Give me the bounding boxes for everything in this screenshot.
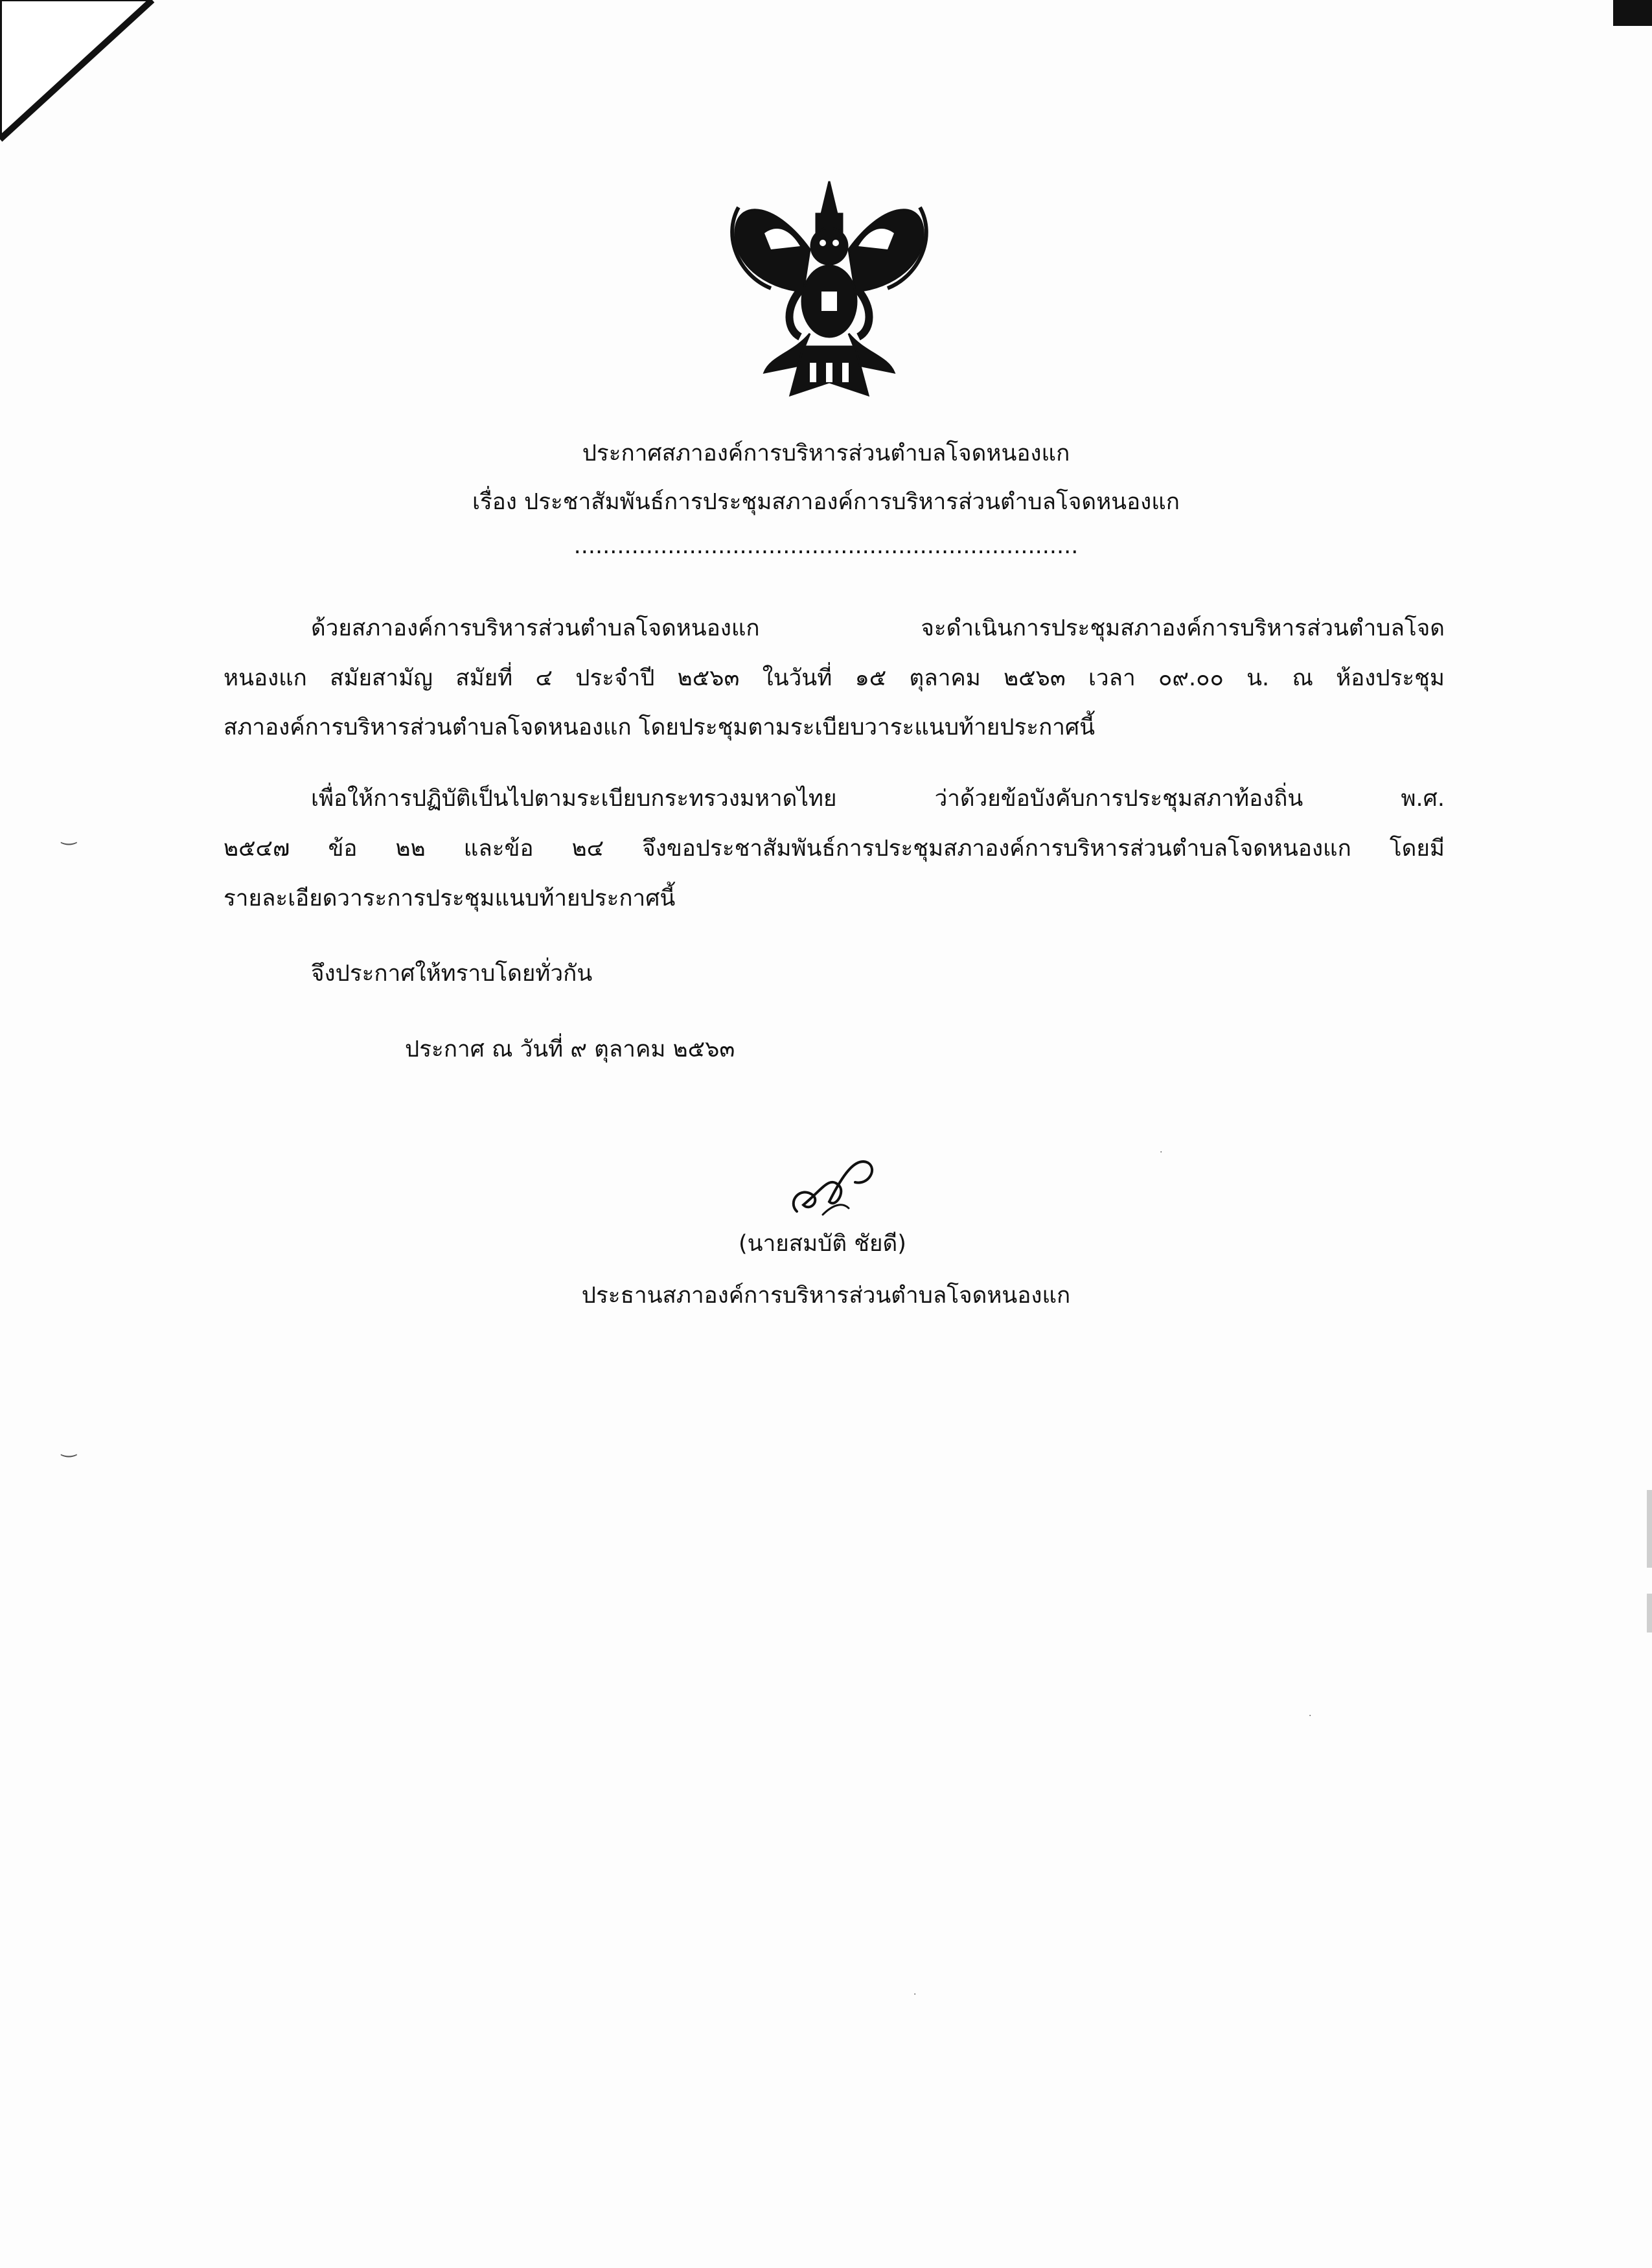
announcement-date: ประกาศ ณ วันที่ ๙ ตุลาคม ๒๕๖๓ [405, 1037, 735, 1062]
scan-speck: · [913, 1989, 917, 2000]
paragraph2-line: ๒๕๔๗ ข้อ ๒๒ และข้อ ๒๔ จึงขอประชาสัมพันธ์การประชุมสภาองค์การบริหารส่วนตำบลโจดหนองแก โดยมี [224, 836, 1445, 862]
scan-speck: · [1309, 1711, 1312, 1721]
scan-edge-mark [1647, 1490, 1652, 1568]
signature-mark [784, 1150, 881, 1228]
garuda-emblem-icon [726, 178, 933, 398]
paragraph2-line: รายละเอียดวาระการประชุมแนบท้ายประกาศนี้ [224, 886, 676, 911]
announcement-subject: เรื่อง ประชาสัมพันธ์การประชุมสภาองค์การบริหารส่วนตำบลโจดหนองแก [472, 489, 1180, 515]
paragraph1-line: หนองแก สมัยสามัญ สมัยที่ ๔ ประจำปี ๒๕๖๓ ในวันที่ ๑๕ ตุลาคม ๒๕๖๓ เวลา ๐๙.๐๐ น. ณ ห้องประชุม [224, 665, 1445, 691]
paragraph2-line: เพื่อให้การปฏิบัติเป็นไปตามระเบียบกระทรวงมหาดไทย ว่าด้วยข้อบังคับการประชุมสภาท้องถิ่น พ.ศ. [311, 786, 1445, 812]
paragraph1-line: ด้วยสภาองค์การบริหารส่วนตำบลโจดหนองแก จะดำเนินการประชุมสภาองค์การบริหารส่วนตำบลโจด [311, 615, 1445, 641]
closing-statement: จึงประกาศให้ทราบโดยทั่วกัน [311, 961, 593, 987]
scan-edge-mark [1647, 1594, 1652, 1632]
announcement-title: ประกาศสภาองค์การบริหารส่วนตำบลโจดหนองแก [582, 441, 1070, 466]
scan-speck: · [1160, 1147, 1163, 1158]
signatory-position: ประธานสภาองค์การบริหารส่วนตำบลโจดหนองแก [581, 1283, 1071, 1309]
paragraph1-line: สภาองค์การบริหารส่วนตำบลโจดหนองแก โดยประชุมตามระเบียบวาระแนบท้ายประกาศนี้ [224, 715, 1096, 740]
scan-corner-mark [0, 0, 155, 149]
signatory-name: (นายสมบัติ ชัยดี) [739, 1231, 906, 1257]
punch-hole-mark: ‿ [62, 1436, 76, 1458]
scan-edge-bar [1613, 0, 1652, 26]
heading-separator: ...................................................................... [573, 533, 1079, 559]
punch-hole-mark: ‿ [62, 824, 76, 845]
